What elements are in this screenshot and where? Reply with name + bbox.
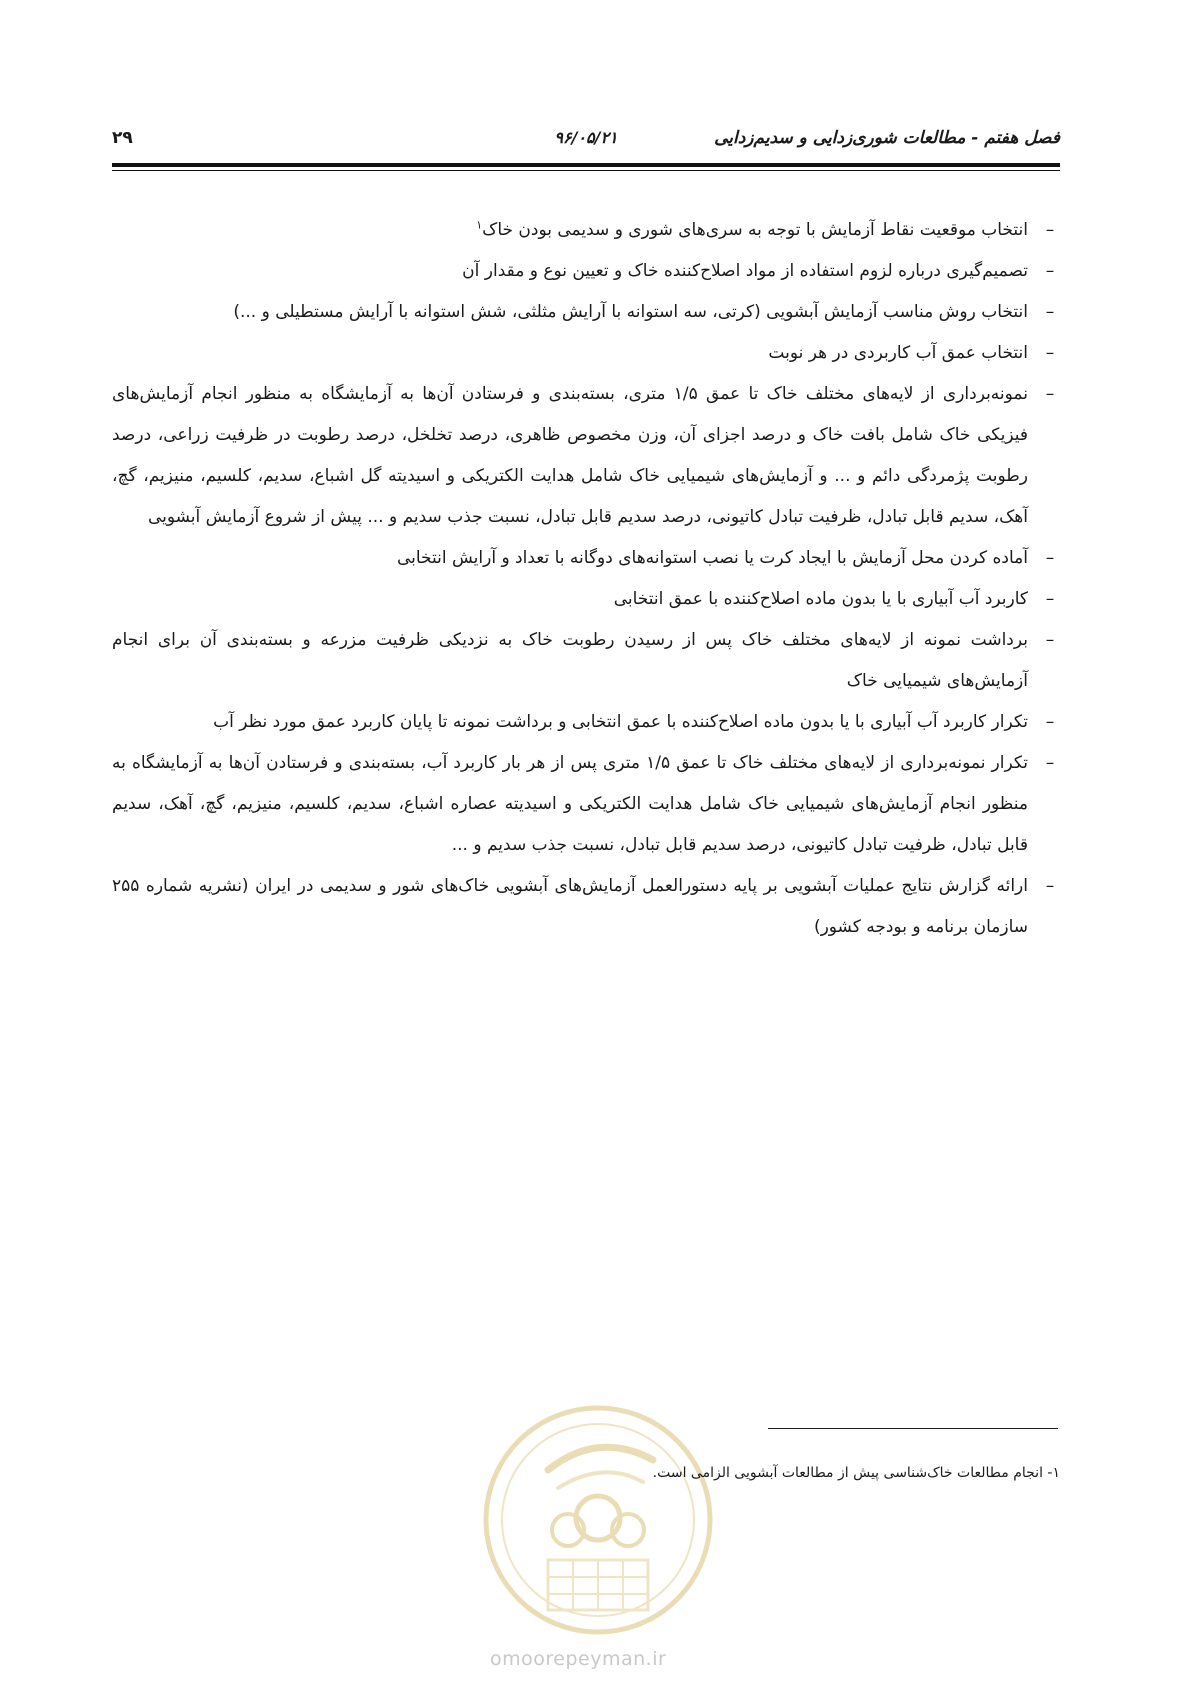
list-item bbox=[112, 579, 1060, 620]
bullet-dash: – bbox=[1045, 712, 1055, 732]
list-item bbox=[112, 210, 1060, 251]
list-item-text: کاربرد آب آبیاری با یا بدون ماده اصلاح‌کننده با عمق انتخابی bbox=[613, 589, 1028, 609]
list-item-text: تصمیم‌گیری درباره لزوم استفاده از مواد اصلاح‌کننده خاک و تعیین نوع و مقدار آن bbox=[462, 261, 1028, 281]
list-item bbox=[112, 292, 1060, 333]
header-rule-thin bbox=[112, 170, 1060, 171]
watermark-url: omoorepeyman.ir bbox=[490, 1648, 667, 1670]
list-item-text: برداشت نمونه از لایه‌های مختلف خاک پس از رسیدن رطوبت خاک به نزدیکی ظرفیت مزرعه و بسته‌بندی آن برای انجام آزمایش‌های شیمیایی خاک bbox=[112, 630, 1028, 691]
bullet-dash: – bbox=[1045, 876, 1055, 896]
bullet-dash: – bbox=[1045, 753, 1055, 773]
footnote-marker: ۱ bbox=[476, 218, 483, 232]
bullet-dash: – bbox=[1045, 589, 1055, 609]
list-item bbox=[112, 620, 1060, 702]
bullet-dash: – bbox=[1045, 302, 1055, 322]
list-item bbox=[112, 702, 1060, 743]
list-item-text: تکرار نمونه‌برداری از لایه‌های مختلف خاک تا عمق ۱/۵ متری پس از هر بار کاربرد آب، بسته‌بندی و فرستادن آن‌ها به آزمایشگاه به منظور انجام آزمایش‌های شیمیایی خاک شامل هدایت الکتریکی و اسیدیته عصاره اشباع، سدیم، کلسیم، منیزیم، گچ، آهک، سدیم قابل تبادل، ظرفیت تبادل کاتیونی، درصد سدیم قابل تبادل، نسبت جذب سدیم و ... bbox=[112, 753, 1028, 855]
bullet-list bbox=[112, 210, 1060, 948]
list-item bbox=[112, 538, 1060, 579]
bullet-dash: – bbox=[1045, 261, 1055, 281]
list-item-text: نمونه‌برداری از لایه‌های مختلف خاک تا عمق ۱/۵ متری، بسته‌بندی و فرستادن آن‌ها به آزمایشگاه به منظور انجام آزمایش‌های فیزیکی خاک شامل بافت خاک و درصد اجزای آن، وزن مخصوص ظاهری، درصد تخلخل، درصد رطوبت در ظرفیت زراعی، درصد رطوبت پژمردگی دائم و ... و آزمایش‌های شیمیایی خاک شامل هدایت الکتریکی و اسیدیته گل اشباع، سدیم، کلسیم، منیزیم، گچ، آهک، سدیم قابل تبادل، ظرفیت تبادل کاتیونی، درصد سدیم قابل تبادل، نسبت جذب سدیم و ... پیش از شروع آزمایش آبشویی bbox=[112, 384, 1028, 527]
list-item-text: ارائه گزارش نتایج عملیات آبشویی بر پایه دستورالعمل آزمایش‌های آبشویی خاک‌های شور و سدیمی در ایران (نشریه شماره ۲۵۵ سازمان برنامه و بودجه کشور) bbox=[112, 876, 1028, 937]
bullet-dash: – bbox=[1045, 220, 1055, 240]
list-item bbox=[112, 743, 1060, 866]
header-date: ۹۶/۰۵/۲۱ bbox=[554, 128, 618, 147]
list-item-text: انتخاب روش مناسب آزمایش آبشویی (کرتی، سه استوانه با آرایش مثلثی، شش استوانه با آرایش مستطیلی و ...) bbox=[233, 302, 1028, 322]
footnote: ۱- انجام مطالعات خاک‌شناسی پیش از مطالعات آبشویی الزامی است. bbox=[652, 1465, 1060, 1481]
page-number: ۲۹ bbox=[112, 128, 133, 148]
list-item bbox=[112, 251, 1060, 292]
list-item-text: انتخاب موقعیت نقاط آزمایش با توجه به سری‌های شوری و سدیمی بودن خاک bbox=[482, 220, 1028, 240]
omoore-peyman-seal-icon bbox=[478, 1400, 718, 1640]
bullet-dash: – bbox=[1045, 384, 1055, 404]
list-item-text: تکرار کاربرد آب آبیاری با یا بدون ماده اصلاح‌کننده با عمق انتخابی و برداشت نمونه تا پایان کاربرد عمق مورد نظر آب bbox=[213, 712, 1028, 732]
list-item-text: آماده کردن محل آزمایش با ایجاد کرت یا نصب استوانه‌های دوگانه با تعداد و آرایش انتخابی bbox=[396, 548, 1028, 568]
list-item bbox=[112, 866, 1060, 948]
footnote-rule bbox=[768, 1428, 1058, 1429]
bullet-dash: – bbox=[1045, 343, 1055, 363]
chapter-title: فصل هفتم - مطالعات شوری‌زدایی و سدیم‌زدایی bbox=[714, 128, 1060, 148]
page-header bbox=[112, 128, 1060, 156]
bullet-dash: – bbox=[1045, 548, 1055, 568]
header-rule-thick bbox=[112, 163, 1060, 167]
list-item-text: انتخاب عمق آب کاربردی در هر نوبت bbox=[768, 343, 1028, 363]
bullet-dash: – bbox=[1045, 630, 1055, 650]
list-item bbox=[112, 374, 1060, 538]
list-item bbox=[112, 333, 1060, 374]
